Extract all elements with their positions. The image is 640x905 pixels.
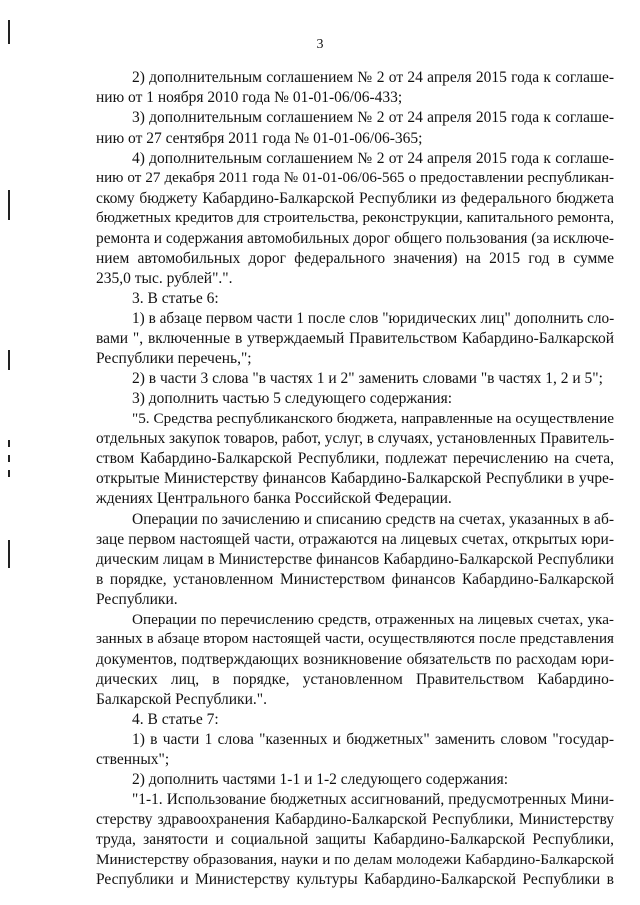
text-line: 1) в части 1 слова "казенных и бюджетных" заменить словом "государ-	[132, 731, 614, 748]
text-line: 2) в части 3 слова "в частях 1 и 2" заменить словами "в частях 1, 2 и 5";	[132, 370, 603, 387]
text-line: вами ", включенные в утверждаемый Правительством Кабардино-Балкарской	[96, 330, 614, 347]
text-line: Балкарской Республики.".	[96, 691, 267, 708]
text-line: нием автомобильных дорог федерального значения) на 2015 год в сумме	[96, 250, 614, 267]
text-line: Республики перечень,";	[96, 350, 252, 367]
text-line: в порядке, установленном Министерством финансов Кабардино-Балкарской	[96, 571, 614, 588]
text-line: ством Кабардино-Балкарской Республики, подлежат перечислению на счета,	[96, 450, 614, 467]
text-line: Республики и Министерству культуры Кабардино-Балкарской Республики в	[96, 871, 614, 888]
text-line: Республики.	[96, 591, 178, 608]
scan-margin-mark	[8, 540, 10, 568]
text-line: 4. В статье 7:	[132, 711, 219, 728]
text-line: дическим лицам в Министерстве финансов Кабардино-Балкарской Республики	[96, 551, 614, 568]
text-line: ждениях Центрального банка Российской Федерации.	[96, 490, 452, 507]
text-line: 4) дополнительным соглашением № 2 от 24 апреля 2015 года к соглаше-	[132, 150, 614, 167]
text-line: нию от 1 ноября 2010 года № 01-01-06/06-433;	[96, 89, 403, 106]
scan-margin-mark	[8, 440, 10, 447]
text-line: Операции по перечислению средств, отраженных на лицевых счетах, ука-	[132, 611, 614, 628]
scan-margin-mark	[8, 190, 10, 220]
text-line: 3. В статье 6:	[132, 290, 219, 307]
scan-margin-mark	[8, 455, 10, 462]
text-line: ственных";	[96, 751, 170, 768]
text-line: открытые Министерству финансов Кабардино-Балкарской Республики в учре-	[96, 470, 614, 487]
text-line: отдельных закупок товаров, работ, услуг, в случаях, установленных Правитель-	[96, 430, 614, 447]
text-line: 235,0 тыс. рублей".".	[96, 270, 233, 287]
text-line: 2) дополнительным соглашением № 2 от 24 апреля 2015 года к соглаше-	[132, 69, 614, 86]
text-line: Операции по зачислению и списанию средств на счетах, указанных в аб-	[132, 511, 614, 528]
text-line: "1-1. Использование бюджетных ассигнований, предусмотренных Мини-	[132, 791, 614, 808]
text-line: стерству здравоохранения Кабардино-Балкарской Республики, Министерству	[96, 811, 614, 828]
text-line: труда, занятости и социальной защиты Кабардино-Балкарской Республики,	[96, 831, 614, 848]
text-line: занных в абзаце втором настоящей части, осуществляются после представления	[96, 631, 614, 647]
text-line: ремонта и содержания автомобильных дорог общего пользования (за исключе-	[96, 230, 614, 247]
text-line: 3) дополнить частью 5 следующего содержания:	[132, 390, 453, 407]
text-line: заце первом настоящей части, отражаются на лицевых счетах, открытых юри-	[96, 531, 614, 548]
text-line: "5. Средства республиканского бюджета, направленные на осуществление	[132, 410, 614, 427]
text-line: скому бюджету Кабардино-Балкарской Республики из федерального бюджета	[96, 190, 614, 207]
text-line: документов, подтверждающих возникновение обязательств по расходам юри-	[96, 651, 614, 668]
page-number: 3	[316, 37, 324, 52]
text-line: 1) в абзаце первом части 1 после слов "юридических лиц" дополнить сло-	[132, 310, 614, 327]
text-line: дических лиц, в порядке, установленном Правительством Кабардино-	[96, 671, 614, 688]
text-line: бюджетных кредитов для строительства, реконструкции, капитального ремонта,	[96, 210, 614, 226]
text-line: нию от 27 сентября 2011 года № 01-01-06/06-365;	[96, 130, 423, 147]
text-line: нию от 27 декабря 2011 года № 01-01-06/06-565 о предоставлении республикан-	[96, 170, 614, 186]
scan-margin-mark	[8, 470, 10, 477]
text-line: 3) дополнительным соглашением № 2 от 24 апреля 2015 года к соглаше-	[132, 109, 614, 126]
scan-margin-mark	[8, 350, 10, 370]
text-line: Министерству образования, науки и по делам молодежи Кабардино-Балкарской	[96, 851, 614, 868]
text-line: 2) дополнить частями 1-1 и 1-2 следующего содержания:	[132, 771, 509, 788]
scan-margin-mark	[8, 20, 10, 44]
